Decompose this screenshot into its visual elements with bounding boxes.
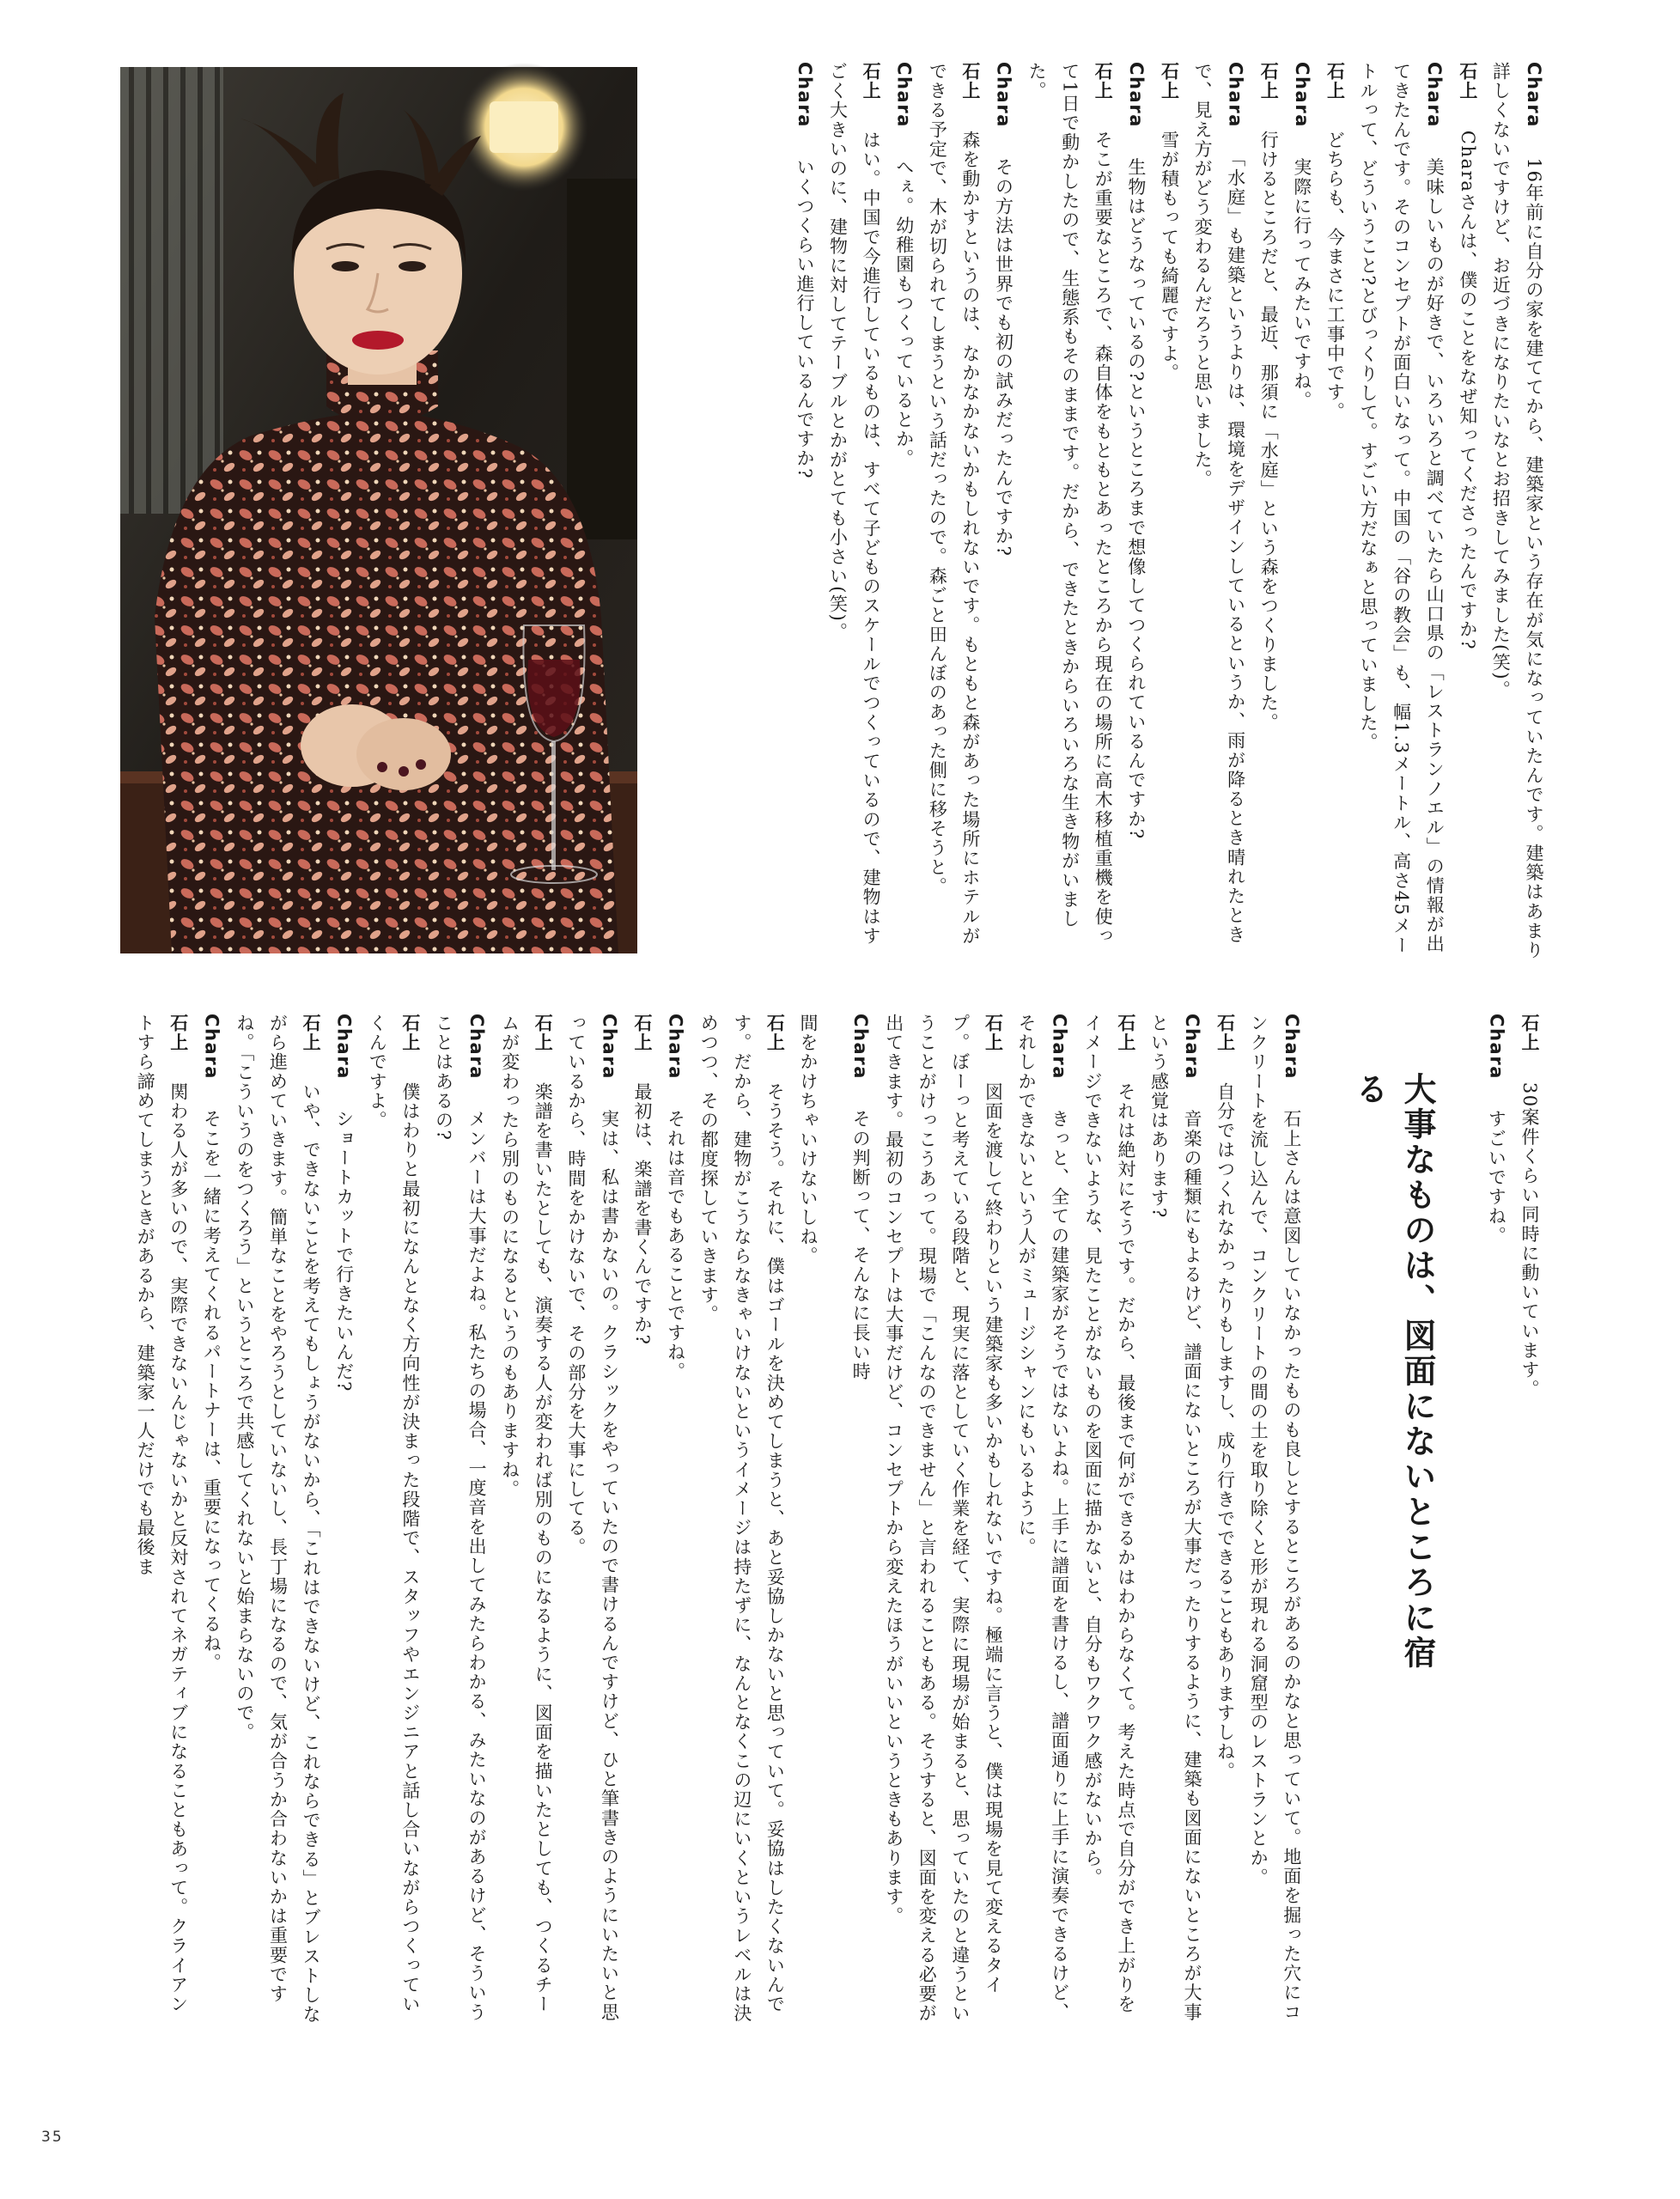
dialogue-line: 石上 そこが重要なところで、森自体をもともとあったところから現在の場所に高木移植重機を使って1日で動かしたので、生態系もそのままです。だから、できたときからいろいろな生き物がいました。 [1026,62,1114,947]
dialogue-line: Chara そこを一緒に考えてくれるパートナーは、重要になってくるね。 [201,1014,222,1673]
dialogue-line: Chara 石上さんは意図していなかったものも良しとするところがあるのかなと思っていて。地面を掘った穴にコンクリートを流し込んで、コンクリートの間の土を取り除くと形が現れる洞窟型のレストランとか。 [1248,1014,1302,2022]
dialogue-line: 石上 関わる人が多いので、実際できないんじゃないかと反対されてネガティブになることもあって。クライアントすら諦めてしまうときがあるから、建築家一人だけでも最後ま [135,1014,189,2014]
portrait-photo [120,67,637,953]
dialogue-spacer [1308,1014,1480,2027]
page-number: 35 [41,2129,64,2146]
dialogue-line: Chara 実際に行ってみたいですね。 [1291,62,1312,411]
section-subheading: 大事なものは、図面にないところに宿る [1350,1072,1436,1671]
dialogue-line: 石上 はい。中国で今進行しているものは、すべて子どものスケールでつくっているので、建物はすごく大きいのに、建物に対してテーブルとかがとても小さい(笑)。 [827,62,882,947]
dialogue-line: Chara 16年前に自分の家を建ててから、建築家という存在が気になっていたんです。建築はあまり詳しくないですけど、お近づきになりたいなとお招きしてみました(笑)。 [1490,62,1544,960]
dialogue-line: Chara 音楽の種類にもよるけど、譜面にないところが大事だったりするように、建築も図面にないところが大事という感覚はあります? [1148,1014,1203,2022]
dialogue-line: Chara きっと、全ての建築家がそうではないよね。上手に譜面を書けるし、譜面通りに上手に演奏できるけど、それしかできないという人がミュージシャンにもいるように。 [1016,1014,1070,2022]
dialogue-line: Chara 生物はどうなっているの?というところまで想像してつくられているんですか? [1125,62,1147,840]
dialogue-line: Chara 「水庭」も建築というよりは、環境をデザインしているというか、雨が降るとき晴れたときで、見え方がどう変わるんだろうと思いました。 [1192,62,1246,945]
dialogue-line: 石上 それは絶対にそうです。だから、最後まで何ができるかはわからなくて。考えた時点で自分ができ上がりをイメージできないような、見たことがないものを図面に描かないと、自分もワクワク感がないから。 [1082,1014,1136,2014]
interview-column-top [691,62,1550,964]
dialogue-line: Chara 美味しいものが好きで、いろいろと調べていたら山口県の「レストランノエル」の情報が出てきたんです。そのコンセプトが面白いなって。中国の「谷の教会」も、幅1.3メートル、高さ45メートルって、どういうこと?とびっくりして。すごい方だなぁと思っていました。 [1358,62,1446,955]
dialogue-line: 石上 雪が積もっても綺麗ですよ。 [1159,62,1180,383]
dialogue-line: Chara その方法は世界でも初の試みだったんですか? [993,62,1014,557]
dialogue-line: 石上 最初は、楽譜を書くんですか? [632,1014,654,1346]
dialogue-line: Chara その判断って、そんなに長い時 [850,1014,872,1382]
dialogue-line: 石上 Charaさんは、僕のことをなぜ知ってくださったんですか? [1457,62,1478,651]
dialogue-line: 石上 自分ではつくれなかったりもしますし、成り行きでできることもありますしね。 [1214,1014,1236,1782]
dialogue-line: 石上 いや、できないことを考えてもしょうがないから、「これはできないけど、これならできる」とブレストしながら進めていきます。簡単なことをやろうとしていないし、長丁場になるので、気が合うか合わないかは重要ですね。「こういうのをつくろう」というところで共感してくれないと始まらないので。 [234,1014,322,2025]
dialogue-line: Chara いくつくらい進行しているんですか? [794,62,815,480]
dialogue-line: Chara すごいですね。 [1486,1014,1507,1246]
dialogue-line: 石上 図面を渡して終わりという建築家も多いかもしれないですね。極端に言うと、僕は現場を見て変えるタイプ。ぼーっと考えている段階と、現実に落としていく作業を経て、実際に現場が始まると、思っていたのと違うということがけっこうあって。現場で「こんなのできません」と言われることもある。そうすると、図面を変える必要が出てきます。最初のコンセプトは大事だけど、コンセプトから変えたほうがいいというときもあります。 [883,1014,1004,2024]
dialogue-line: 間をかけちゃいけないしね。 [798,1014,819,1266]
interview-column-bottom-right [850,1014,1546,2027]
dialogue-line: Chara それは音でもあることですね。 [665,1014,686,1382]
interview-column-bottom-left [112,1014,825,2027]
dialogue-line: Chara ショートカットで行きたいんだ? [333,1014,355,1392]
dialogue-line: 石上 30案件くらい同時に動いています。 [1519,1014,1540,1399]
dialogue-line: 石上 森を動かすというのは、なかなかないかもしれないです。もともと森があった場所にホテルができる予定で、木が切られてしまうという話だったので。森ごと田んぼのあった側に移そうと。 [927,62,981,947]
dialogue-line: 石上 どちらも、今まさに工事中です。 [1324,62,1346,422]
dialogue-line: 石上 そうそう。それに、僕はゴールを決めてしまうと、あと妥協しかないと思っていて。妥協はしたくないんです。だから、建物がこうならなきゃいけないというイメージは持たずに、なんとなくこの辺にいくというレベルは決めつつ、その都度探していきます。 [698,1014,786,2024]
dialogue-line: 石上 楽譜を書いたとしても、演奏する人が変われば別のものになるように、図面を描いたとしても、つくるチームが変わったら別のものになるというのもありますね。 [499,1014,554,2014]
portrait-illustration [120,67,637,953]
dialogue-line: Chara 実は、私は書かないの。クラシックをやっていたので書けるんですけど、ひと筆書きのようにいたいと思っているから、時間をかけないで、その部分を大事にしてる。 [565,1014,620,2022]
dialogue-line: Chara へぇ。幼稚園もつくっているとか。 [893,62,915,469]
dialogue-line: Chara メンバーは大事だよね。私たちの場合、一度音を出してみたらわかる、みたいなのがあるけど、そういうことはあるの? [433,1014,488,2022]
dialogue-line: 石上 行けるところだと、最近、那須に「水庭」という森をつくりました。 [1258,62,1280,733]
dialogue-line: 石上 僕はわりと最初になんとなく方向性が決まった段階で、スタッフやエンジニアと話し合いながらつくっていくんですよ。 [367,1014,421,2014]
